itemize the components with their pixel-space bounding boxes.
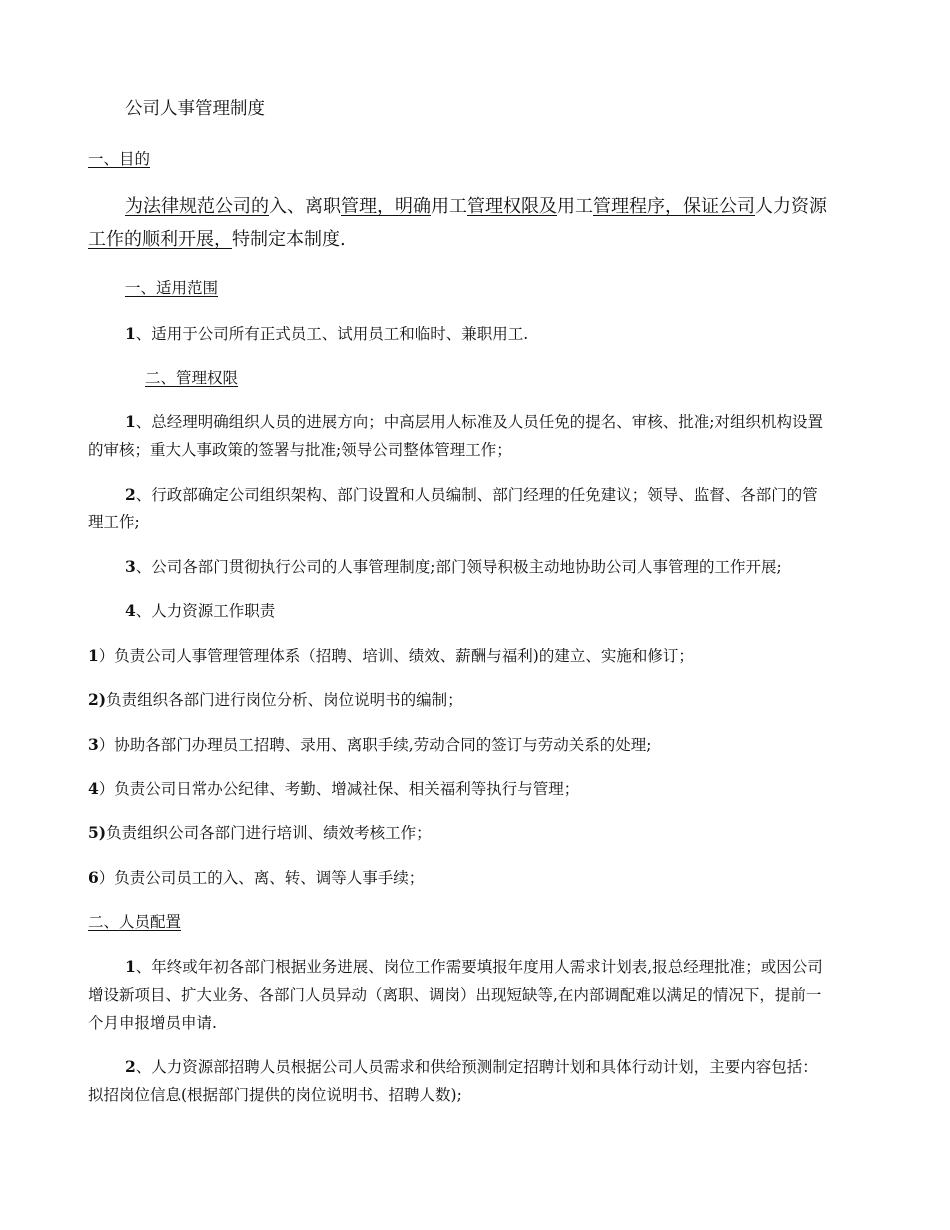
purpose-text: 管理，明确 [341,196,431,217]
item-text: 、行政部确定公司组织架构、部门设置和人员编制、部门经理的任免建议；领导、监督、各部门的管 [135,486,818,504]
duty-text: ）负责公司日常办公纪律、考勤、增减社保、相关福利等执行与管理； [98,780,580,798]
duty-item-3 [88,735,651,755]
item-number: 1 [125,957,136,976]
authority-item-3 [125,557,782,577]
purpose-text: 用工 [431,196,467,217]
duty-text: 负责组织各部门进行岗位分析、岗位说明书的编制； [106,691,463,709]
staffing-item-2-line-1 [125,1057,818,1077]
section-heading-authority: 二、管理权限 [145,369,239,387]
purpose-text: 特制定本制度. [232,229,346,250]
item-text: 、人力资源部招聘人员根据公司人员需求和供给预测制定招聘计划和具体行动计划，主要内容包括： [135,1058,818,1076]
purpose-text: 管理程序，保证公司 [593,196,755,217]
item-number: 3 [125,557,136,576]
duty-text: ）负责公司人事管理管理体系（招聘、培训、绩效、薪酬与福利)的建立、实施和修订； [98,647,694,665]
duty-number: 6 [88,868,99,887]
item-text: 、总经理明确组织人员的进展方向；中高层用人标准及人员任免的提名、审核、批准;对组织机构设置 [135,413,824,431]
duty-number: 1 [88,646,99,665]
item-number: 1 [125,412,136,431]
section-heading-purpose: 一、目的 [88,150,151,168]
duty-text: ）负责公司员工的入、离、转、调等人事手续； [98,869,425,887]
scope-item-1 [125,324,528,344]
item-number: 2 [125,485,136,504]
duty-item-2 [88,690,463,710]
purpose-paragraph-line-2 [88,228,346,252]
item-text: 、年终或年初各部门根据业务进展、岗位工作需要填报年度用人需求计划表,报总经理批准；或因公司 [135,958,823,976]
document-title: 公司人事管理制度 [125,99,265,119]
duty-item-1 [88,646,694,666]
purpose-text: 工作的顺利开展， [88,229,232,250]
duty-number: 5) [88,823,107,842]
section-heading-staffing: 二、人员配置 [88,913,182,931]
duty-text: 负责组织公司各部门进行培训、绩效考核工作； [106,824,432,842]
purpose-text: 用工 [557,196,593,217]
duty-number: 2) [88,690,107,709]
duty-item-6 [88,868,424,888]
authority-item-1-line-1 [125,412,823,432]
item-number: 4 [125,601,136,620]
item-number: 2 [125,1057,136,1076]
staffing-item-1-line-2: 增设新项目、扩大业务、各部门人员异动（离职、调岗）出现短缺等,在内部调配难以满足的情况下，提前一 [88,986,822,1004]
authority-item-4 [125,601,275,621]
purpose-text: 为法律规范公司的 [125,196,269,217]
duty-item-4 [88,779,579,799]
item-text: 、适用于公司所有正式员工、试用员工和临时、兼职用工. [135,325,529,343]
item-number: 1 [125,324,136,343]
staffing-item-2-line-2: 拟招岗位信息(根据部门提供的岗位说明书、招聘人数); [88,1086,462,1104]
staffing-item-1-line-1 [125,957,823,977]
purpose-text: 入、离职 [269,196,341,217]
purpose-text: 人力资源 [755,196,827,217]
duty-number: 4 [88,779,99,798]
staffing-item-1-line-3: 个月申报增员申请. [88,1014,217,1032]
purpose-text: 管理权限及 [467,196,557,217]
duty-number: 3 [88,735,99,754]
authority-item-2-line-2: 理工作; [88,513,140,531]
section-heading-scope: 一、适用范围 [125,279,219,297]
duty-text: ）协助各部门办理员工招聘、录用、离职手续,劳动合同的签订与劳动关系的处理; [98,736,652,754]
authority-item-2-line-1 [125,485,818,505]
authority-item-1-line-2: 的审核；重大人事政策的签署与批准;领导公司整体管理工作； [88,441,512,459]
purpose-paragraph-line-1 [125,195,827,219]
item-text: 、公司各部门贯彻执行公司的人事管理制度;部门领导积极主动地协助公司人事管理的工作开展; [135,558,782,576]
duty-item-5 [88,823,432,843]
item-text: 、人力资源工作职责 [135,602,276,620]
